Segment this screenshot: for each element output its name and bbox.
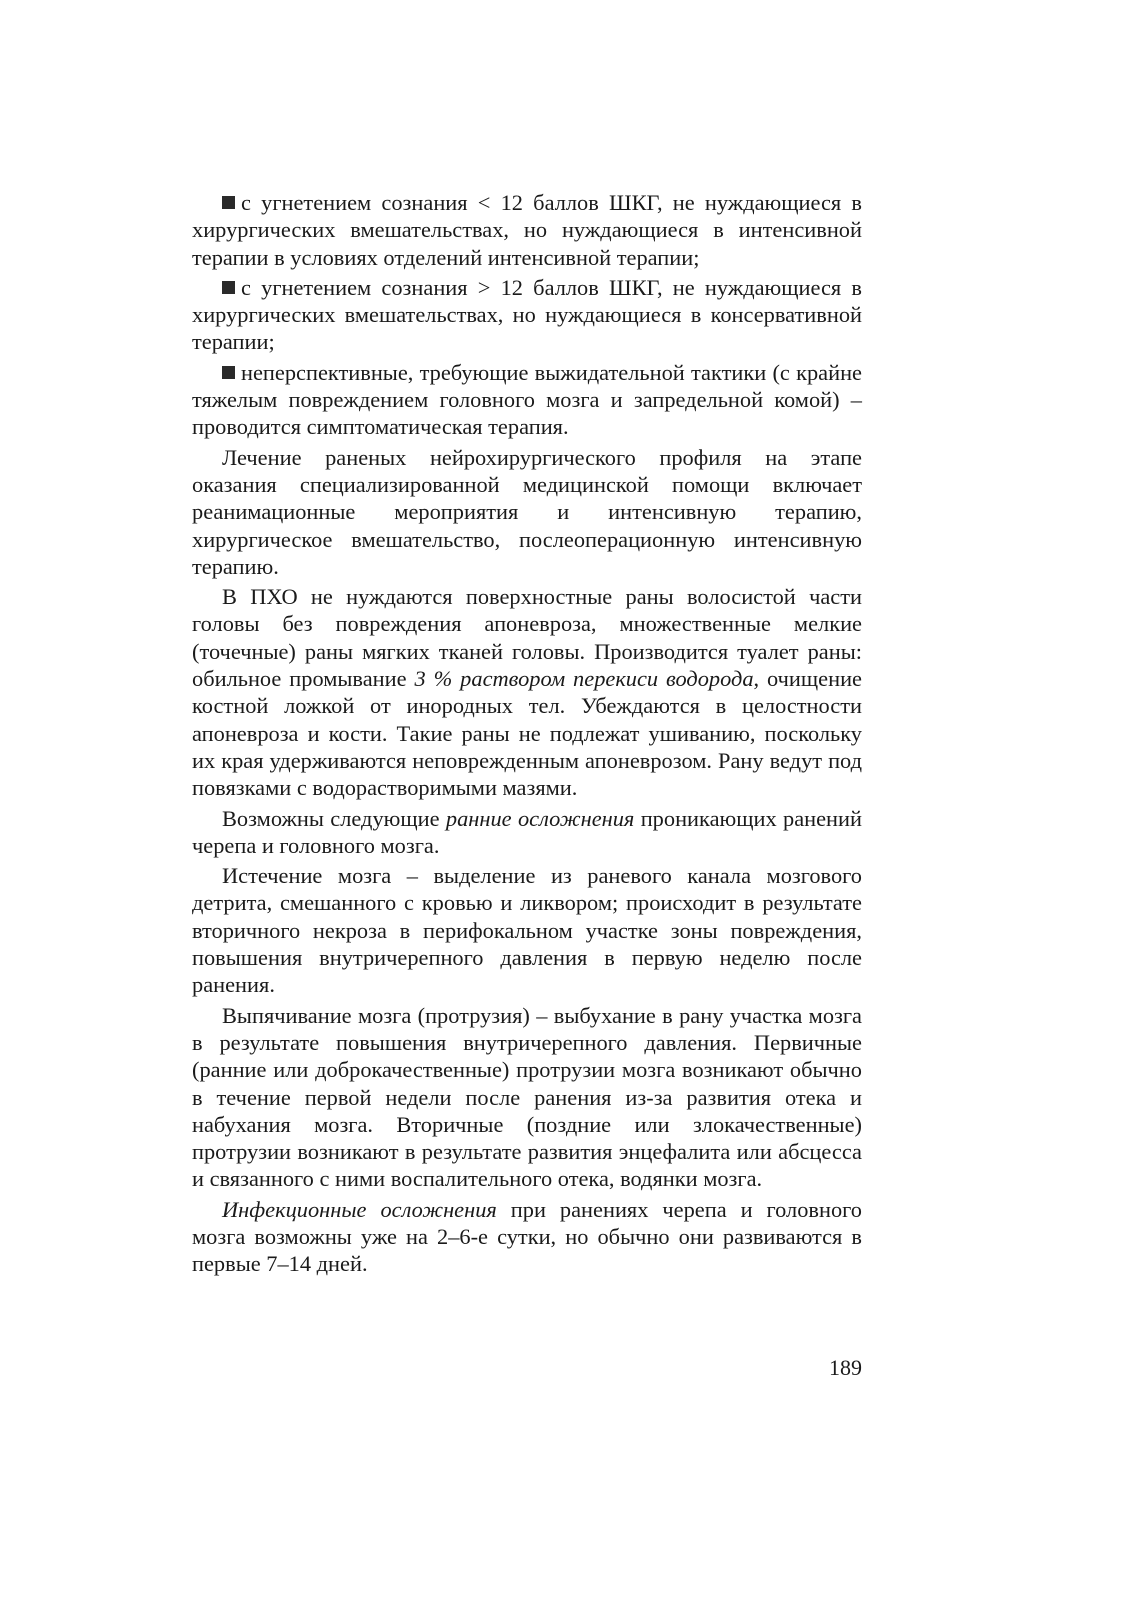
paragraph-text: , очищение костной ложкой от инородных тел. Убеждаются в целостности апоневроза и кости. Такие раны не подлежат ушиванию, поскольку их края удерживаются неповрежденным апоневрозом. Рану ведут под повязками с водорастворимыми мазями. <box>192 666 862 801</box>
italic-term: Инфекционные осложнения <box>222 1196 497 1222</box>
italic-term: 3 % раствором перекиси водорода <box>414 666 754 692</box>
paragraph-protrusion: Выпячивание мозга (протрузия) – выбухание в рану участка мозга в результате повышения внутричерепного давления. Первичные (ранние или доброкачественные) протрузии мозга возникают обычно в течение первой недели после ранения из-за развития отека и набухания мозга. Вторичные (поздние или злокачественные) протрузии возникают в результате развития энцефалита или абсцесса и связанного с ними воспалительного отека, водянки мозга. <box>192 1002 862 1192</box>
paragraph-text: Возможны следующие <box>222 805 446 831</box>
italic-term: ранние осложнения <box>445 805 635 831</box>
list-item-text: с угнетением сознания > 12 баллов ШКГ, не нуждающиеся в хирургических вмешательствах, но нуждающиеся в консервативной терапии; <box>192 274 862 355</box>
list-item <box>192 189 862 271</box>
list-item-text: неперспективные, требующие выжидательной тактики (с крайне тяжелым повреждением головного мозга и запредельной комой) – проводится симптоматическая терапия. <box>192 359 862 440</box>
list-item <box>192 274 862 356</box>
square-bullet-icon <box>222 366 235 379</box>
paragraph-treatment: Лечение раненых нейрохирургического профиля на этапе оказания специализированной медицинской помощи включает реанимационные мероприятия и интенсивную терапию, хирургическое вмешательство, послеоперационную интенсивную терапию. <box>192 444 862 579</box>
paragraph-text: В ПХО не нуждаются поверхностные раны волосистой части головы без повреждения апоневроза, множественные мелкие (точечные) раны мягких тканей головы. Производится туалет раны: обильное промывание <box>192 584 862 692</box>
body-text <box>192 189 862 1278</box>
paragraph-text: при ранениях черепа и головного мозга возможны уже на 2–6-е сутки, но обычно они развиваются в первые 7–14 дней. <box>192 1196 862 1277</box>
paragraph-text: проникающих ранений черепа и головного мозга. <box>192 805 862 858</box>
page-number: 189 <box>829 1355 862 1380</box>
square-bullet-icon <box>222 281 235 294</box>
list-item-text: с угнетением сознания < 12 баллов ШКГ, не нуждающиеся в хирургических вмешательствах, но нуждающиеся в интенсивной терапии в условиях отделений интенсивной терапии; <box>192 190 862 270</box>
paragraph-pho <box>192 583 862 801</box>
paragraph-outflow: Истечение мозга – выделение из раневого канала мозгового детрита, смешанного с кровью и ликвором; происходит в результате вторичного некроза в перифокальном участке зоны повреждения, повышения внутричерепного давления в первую неделю после ранения. <box>192 863 862 998</box>
square-bullet-icon <box>222 196 235 209</box>
list-item <box>192 359 862 441</box>
paragraph-infection <box>192 1196 862 1278</box>
paragraph-complications <box>192 805 862 860</box>
